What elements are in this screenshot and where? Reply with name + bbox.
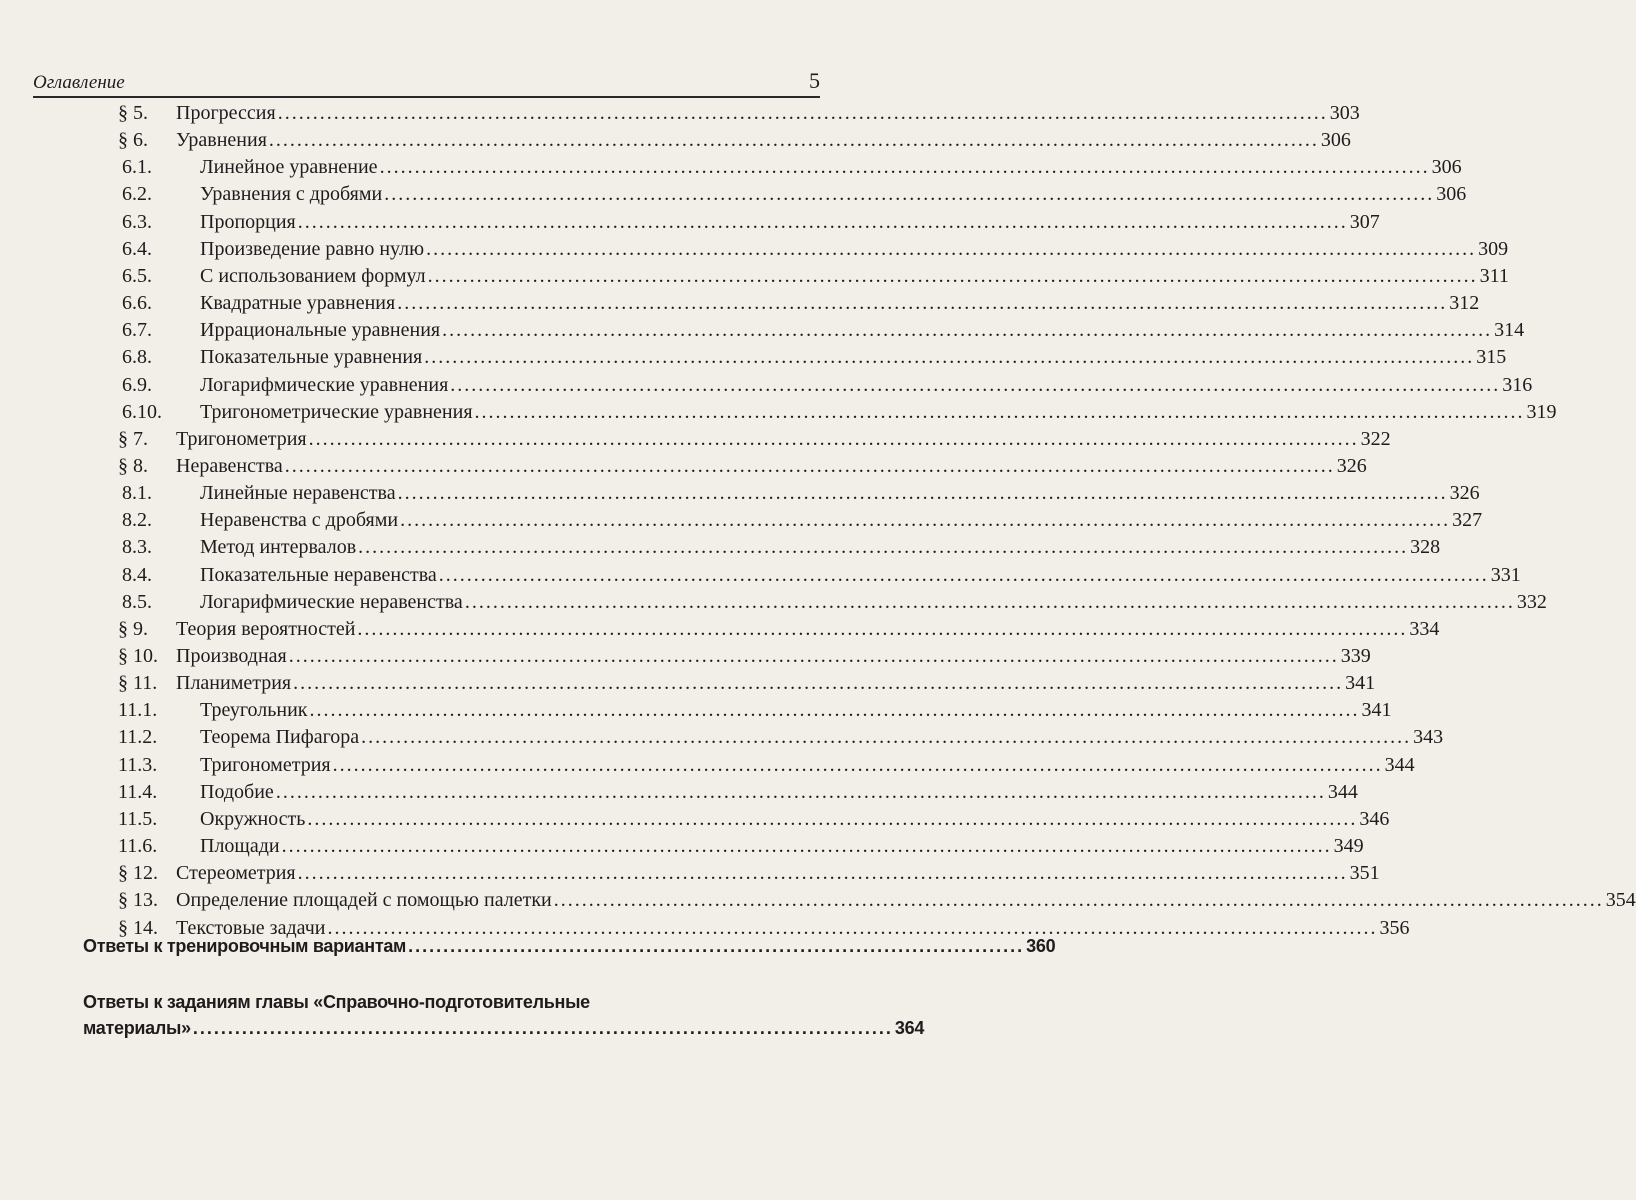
entry-page: 344 (1384, 753, 1415, 776)
entry-title: Показательные уравнения (200, 346, 423, 369)
header-title: Оглавление (33, 72, 125, 93)
entry-page: 326 (1336, 454, 1367, 477)
entry-title: Определение площадей с помощью палетки (176, 889, 552, 912)
entry-page: 309 (1478, 237, 1509, 260)
entry-title: Квадратные уравнения (200, 292, 396, 315)
entry-title: Логарифмические уравнения (200, 373, 449, 396)
dot-leader: ...................................................................................................................................................... (281, 835, 1332, 858)
entry-page: 327 (1452, 509, 1483, 532)
entry-page: 306 (1436, 183, 1467, 206)
entry-title: Пропорция (200, 210, 296, 233)
toc-entry[interactable] (0, 672, 1376, 699)
entry-page: 339 (1340, 645, 1371, 667)
dot-leader: ...................................................................................................................................................... (427, 264, 1478, 287)
toc-entry[interactable] (0, 699, 1392, 726)
dot-leader: ...................................................................................................................................................... (464, 590, 1515, 613)
entry-title: Площади (200, 835, 280, 858)
dot-leader: ...................................................................................................................................................... (442, 319, 1493, 342)
entry-title: Тригонометрия (200, 753, 331, 776)
entry-number: 6.7. (122, 319, 152, 342)
entry-number: § 13. (118, 889, 158, 912)
entry-page: 331 (1490, 563, 1521, 586)
toc-entry[interactable] (0, 590, 1547, 618)
toc-entry[interactable] (0, 400, 1557, 428)
entry-page: 364 (894, 1018, 925, 1038)
entry-number: 8.1. (122, 482, 152, 505)
entry-number: 11.3. (118, 753, 158, 776)
entry-number: 11.4. (118, 780, 158, 803)
toc-entry[interactable] (0, 373, 1533, 401)
entry-number: 11.2. (118, 726, 158, 749)
toc-entry[interactable] (0, 617, 1440, 645)
entry-page: 354 (1605, 889, 1636, 912)
entry-page: 341 (1345, 672, 1376, 695)
toc-entry[interactable] (0, 835, 1364, 862)
toc-entry[interactable] (0, 454, 1367, 482)
entry-page: 356 (1379, 916, 1410, 939)
toc-entry[interactable] (0, 563, 1521, 591)
entry-title: Неравенства с дробями (200, 509, 399, 532)
entry-number: 11.5. (118, 807, 158, 830)
entry-page: 346 (1359, 807, 1390, 830)
dot-leader: ...................................................................................................................................................... (288, 645, 1339, 667)
entry-title: Треугольник (200, 699, 308, 722)
toc-entry[interactable] (0, 482, 1480, 509)
entry-page: 322 (1360, 427, 1391, 450)
entry-page: 311 (1479, 264, 1509, 287)
entry-title: Произведение равно нулю (200, 237, 425, 260)
entry-title: Метод интервалов (200, 536, 357, 559)
dot-leader: ...................................................................................................................................................... (397, 292, 1448, 315)
entry-number: § 9. (118, 617, 148, 640)
entry-title: Линейные неравенства (200, 482, 396, 505)
toc-entry[interactable] (0, 780, 1358, 808)
dot-leader: ...................................................................................................................................................... (307, 807, 1358, 830)
entry-number: 6.4. (122, 237, 152, 260)
entry-title: Производная (176, 645, 287, 667)
entry-number: 11.1. (118, 699, 158, 722)
dot-leader: ...................................................................................................................................................... (400, 509, 1451, 532)
entry-number: § 10. (118, 645, 158, 667)
entry-page: 315 (1476, 346, 1507, 369)
entry-title: Иррациональные уравнения (200, 319, 441, 342)
entry-number: 8.5. (122, 590, 152, 613)
dot-leader: ...................................................................................................................................................... (358, 536, 1409, 559)
dot-leader: .................................................................................................... (192, 1018, 893, 1038)
entry-title: Тригонометрия (176, 427, 307, 450)
dot-leader: ...................................................................................................................................................... (277, 102, 1328, 124)
dot-leader: ...................................................................................................................................................... (553, 889, 1604, 912)
toc-entry[interactable] (0, 509, 1483, 536)
entry-title-line1: Ответы к заданиям главы «Справочно-подготовительные (83, 992, 590, 1012)
toc-entry[interactable] (0, 536, 1441, 563)
dot-leader: ...................................................................................................................................................... (474, 400, 1525, 423)
entry-page: 328 (1410, 536, 1441, 559)
running-header (33, 60, 820, 98)
entry-page: 334 (1409, 617, 1440, 640)
entry-number: 8.4. (122, 563, 152, 586)
dot-leader: ...................................................................................................................................................... (424, 346, 1475, 369)
toc-entry[interactable] (0, 862, 1380, 889)
toc-entry[interactable] (0, 292, 1480, 319)
entry-number: 6.1. (122, 156, 152, 179)
entry-title: Логарифмические неравенства (200, 590, 463, 613)
entry-title: Окружность (200, 807, 306, 830)
toc-entry[interactable] (0, 889, 1636, 916)
toc-entry[interactable] (0, 264, 1509, 292)
entry-number: 6.5. (122, 264, 152, 287)
entry-page: 351 (1349, 862, 1380, 885)
entry-page: 360 (1026, 936, 1056, 956)
entry-page: 341 (1361, 699, 1392, 722)
entry-number: § 7. (118, 427, 148, 450)
entry-number: 8.3. (122, 536, 152, 559)
entry-title: Подобие (200, 780, 274, 803)
entry-title: Уравнения с дробями (200, 183, 383, 206)
entry-page: 306 (1320, 129, 1351, 152)
toc-entry[interactable] (0, 129, 1351, 156)
dot-leader: ...................................................................................................................................................... (357, 617, 1408, 640)
toc-entry[interactable] (0, 102, 1360, 129)
entry-number: § 11. (118, 672, 158, 695)
entry-title: Уравнения (176, 129, 267, 152)
entry-page: 314 (1494, 319, 1525, 342)
dot-leader: ...................................................................................................................................................... (297, 210, 1348, 233)
toc-entry[interactable] (0, 156, 1462, 183)
entry-number: § 14. (118, 916, 158, 939)
page-number: 5 (809, 68, 820, 93)
entry-page: 312 (1449, 292, 1480, 315)
entry-page: 306 (1431, 156, 1462, 179)
entry-number: 6.8. (122, 346, 152, 369)
entry-number: 6.9. (122, 373, 152, 396)
entry-number: § 8. (118, 454, 148, 477)
entry-title: Текстовые задачи (176, 916, 326, 939)
dot-leader: ........................................................................................ (408, 936, 1025, 956)
toc-entry-answers-chapter[interactable] (83, 992, 925, 1039)
entry-title-line2: материалы» (83, 1018, 191, 1038)
entry-page: 307 (1349, 210, 1380, 233)
toc-entry[interactable] (0, 753, 1415, 781)
entry-number: 6.6. (122, 292, 152, 315)
entry-page: 332 (1516, 590, 1547, 613)
entry-title: Показательные неравенства (200, 563, 437, 586)
dot-leader: ...................................................................................................................................................... (275, 780, 1326, 803)
dot-leader: ...................................................................................................................................................... (268, 129, 1319, 152)
dot-leader: ...................................................................................................................................................... (450, 373, 1501, 396)
toc-entry[interactable] (0, 645, 1371, 672)
entry-page: 316 (1502, 373, 1533, 396)
toc-entry-answers[interactable] (83, 936, 1056, 963)
entry-number: § 6. (118, 129, 148, 152)
entry-title: Теорема Пифагора (200, 726, 360, 749)
toc-entry[interactable] (0, 183, 1467, 210)
entry-title: Ответы к тренировочным вариантам (83, 936, 407, 956)
dot-leader: ...................................................................................................................................................... (284, 454, 1335, 477)
dot-leader: ...................................................................................................................................................... (379, 156, 1430, 179)
dot-leader: ...................................................................................................................................................... (293, 672, 1344, 695)
entry-number: 6.2. (122, 183, 152, 206)
entry-title: Теория вероятностей (176, 617, 356, 640)
dot-leader: ...................................................................................................................................................... (297, 862, 1348, 885)
entry-page: 343 (1413, 726, 1444, 749)
entry-page: 349 (1333, 835, 1364, 858)
entry-title: Прогрессия (176, 102, 276, 124)
entry-number: § 5. (118, 102, 148, 124)
entry-number: 11.6. (118, 835, 158, 858)
toc-entry[interactable] (0, 210, 1380, 238)
entry-title: Линейное уравнение (200, 156, 378, 179)
dot-leader: ...................................................................................................................................................... (308, 427, 1359, 450)
dot-leader: ...................................................................................................................................................... (397, 482, 1448, 505)
toc-entry[interactable] (0, 346, 1507, 373)
dot-leader: ...................................................................................................................................................... (426, 237, 1477, 260)
entry-number: § 12. (118, 862, 158, 885)
entry-page: 344 (1327, 780, 1358, 803)
entry-number: 6.3. (122, 210, 152, 233)
entry-title: Тригонометрические уравнения (200, 400, 473, 423)
entry-page: 326 (1449, 482, 1480, 505)
entry-title: Неравенства (176, 454, 283, 477)
entry-number: 6.10. (122, 400, 162, 423)
toc-entry[interactable] (0, 427, 1391, 455)
dot-leader: ...................................................................................................................................................... (384, 183, 1435, 206)
toc-entry[interactable] (0, 726, 1444, 753)
toc-entry[interactable] (0, 319, 1525, 346)
toc-entry[interactable] (0, 237, 1509, 265)
dot-leader: ...................................................................................................................................................... (327, 916, 1378, 939)
entry-page: 319 (1526, 400, 1557, 423)
dot-leader: ...................................................................................................................................................... (309, 699, 1360, 722)
dot-leader: ...................................................................................................................................................... (361, 726, 1412, 749)
entry-page: 303 (1329, 102, 1360, 124)
dot-leader: ...................................................................................................................................................... (332, 753, 1383, 776)
entry-title: Планиметрия (176, 672, 292, 695)
entry-title: С использованием формул (200, 264, 426, 287)
entry-title: Стереометрия (176, 862, 296, 885)
entry-number: 8.2. (122, 509, 152, 532)
toc-entry[interactable] (0, 807, 1390, 835)
dot-leader: ...................................................................................................................................................... (438, 563, 1489, 586)
